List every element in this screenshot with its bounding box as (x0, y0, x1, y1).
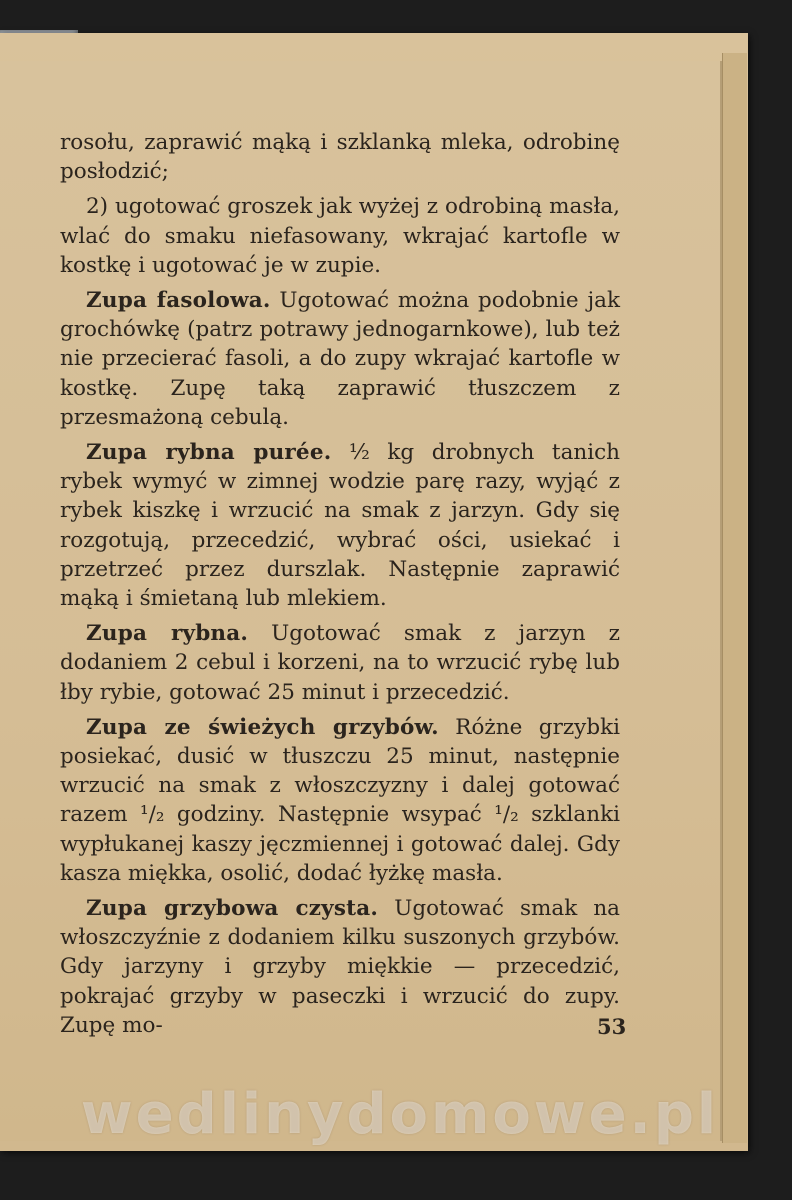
paragraph-body: rosołu, zaprawić mąką i szklanką mleka, odrobinę posłodzić; (60, 130, 620, 185)
page-edge (722, 53, 747, 1143)
paragraph (60, 438, 620, 613)
paragraph (60, 192, 620, 280)
paragraph-lead: Zupa ze świeżych grzybów. (86, 714, 439, 740)
paragraph-lead: Zupa rybna purée. (86, 440, 332, 466)
paragraph-body: ½ kg drobnych tanich rybek wymyć w zimnej wodzie parę razy, wyjąć z rybek kiszkę i wrzucić na smak z jarzyn. Gdy się rozgotują, przecedzić, wybrać ości, usiekać i przetrzeć przez durszlak. Następnie zaprawić mąką i śmietaną lub mlekiem. (60, 440, 620, 612)
page-number: 53 (597, 1014, 627, 1039)
paragraph (60, 619, 620, 707)
paragraph-body: Ugotować smak na włoszczyźnie z dodaniem kilku suszonych grzybów. Gdy jarzyny i grzyby miękkie — przecedzić, pokrajać grzyby w paseczki i wrzucić do zupy. Zupę mo- (60, 896, 620, 1038)
paragraph (60, 128, 620, 186)
paragraph-body: Ugotować smak z jarzyn z dodaniem 2 cebul i korzeni, na to wrzucić rybę lub łby rybie, gotować 25 minut i przecedzić. (60, 621, 620, 705)
paragraph (60, 286, 620, 432)
paragraph-body: 2) ugotować groszek jak wyżej z odrobiną masła, wlać do smaku niefasowany, wkrajać kartofle w kostkę i ugotować je w zupie. (60, 194, 620, 278)
paragraph-lead: Zupa fasolowa. (86, 288, 271, 314)
watermark: wedlinydomowe.pl (80, 1082, 720, 1147)
paragraph-lead: Zupa grzybowa czysta. (86, 896, 379, 922)
paragraph-body: Różne grzybki posiekać, dusić w tłuszczu 25 minut, następnie wrzucić na smak z włoszczyzny i dalej gotować razem ¹/₂ godziny. Następnie wsypać ¹/₂ szklanki wypłukanej kaszy jęczmiennej i gotować dalej. Gdy kasza miękka, osolić, dodać łyżkę masła. (60, 714, 620, 886)
paragraph (60, 894, 620, 1040)
paragraph (60, 713, 620, 888)
paragraph-lead: Zupa rybna. (86, 621, 249, 647)
paragraph-body: Ugotować można podobnie jak grochówkę (patrz potrawy jednogarnkowe), lub też nie przecierać fasoli, a do zupy wkrajać kartofle w kostkę. Zupę taką zaprawić tłuszczem z przesmażoną cebulą. (60, 288, 620, 430)
page-text (60, 128, 620, 1046)
